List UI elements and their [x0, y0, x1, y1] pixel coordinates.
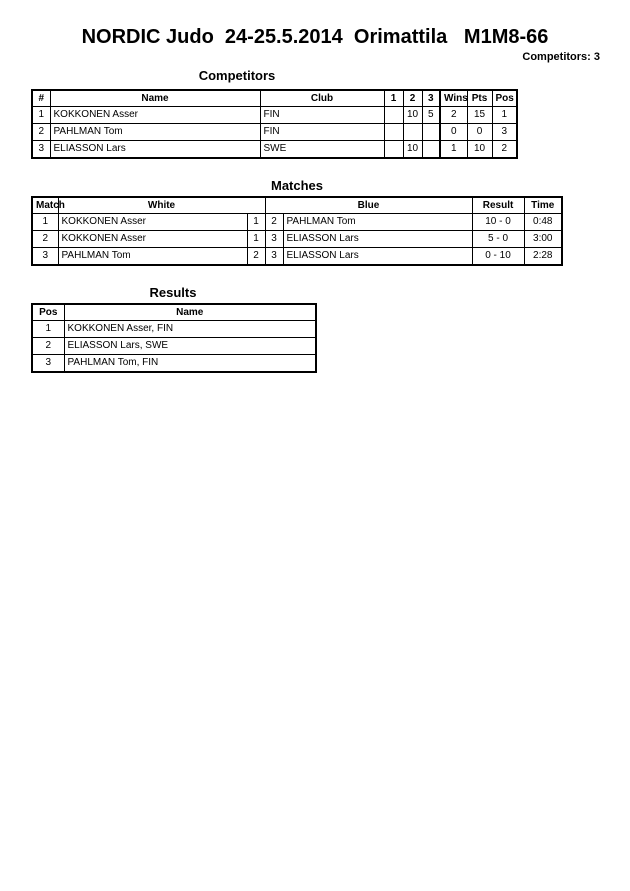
- col-header-result: Result: [472, 197, 524, 214]
- competitor-pts: 15: [467, 107, 492, 124]
- table-row: [32, 141, 517, 159]
- competitor-name: ELIASSON Lars: [50, 141, 260, 159]
- competitor-pos: 1: [492, 107, 517, 124]
- col-header-time: Time: [524, 197, 562, 214]
- col-header-club: Club: [260, 90, 384, 107]
- col-header-pos: Pos: [492, 90, 517, 107]
- blue-competitor: ELIASSON Lars: [283, 231, 472, 248]
- competitors-count: Competitors: 3: [522, 51, 600, 63]
- table-row: [32, 248, 562, 266]
- result-pos: 1: [32, 321, 64, 338]
- col-header-round-1: 1: [384, 90, 403, 107]
- result-pos: 2: [32, 338, 64, 355]
- competitor-pts: 0: [467, 124, 492, 141]
- match-time: 0:48: [524, 214, 562, 231]
- result-pos: 3: [32, 355, 64, 373]
- competitor-name: KOKKONEN Asser: [50, 107, 260, 124]
- page-title: NORDIC Judo 24-25.5.2014 Orimattila M1M8-66: [81, 26, 549, 48]
- round-3-score: 5: [422, 107, 440, 124]
- round-1-score: [384, 141, 403, 159]
- blue-number: 3: [265, 231, 283, 248]
- competitor-club: SWE: [260, 141, 384, 159]
- col-header-pos: Pos: [32, 304, 64, 321]
- match-time: 2:28: [524, 248, 562, 266]
- competitors-table: [31, 89, 518, 159]
- results-table: [31, 303, 317, 373]
- table-row: [32, 338, 316, 355]
- col-header-round-3: 3: [422, 90, 440, 107]
- blue-number: 3: [265, 248, 283, 266]
- col-header-pts: Pts: [467, 90, 492, 107]
- round-2-score: 10: [403, 141, 422, 159]
- table-row: [32, 214, 562, 231]
- match-number: 2: [32, 231, 58, 248]
- round-3-score: [422, 124, 440, 141]
- competitors-section-title: Competitors: [198, 68, 276, 83]
- competitor-pos: 3: [492, 124, 517, 141]
- col-header-name: Name: [50, 90, 260, 107]
- round-2-score: 10: [403, 107, 422, 124]
- round-2-score: [403, 124, 422, 141]
- matches-table: [31, 196, 563, 266]
- competitor-wins: 1: [440, 141, 467, 159]
- competitor-num: 2: [32, 124, 50, 141]
- result-name: KOKKONEN Asser, FIN: [64, 321, 316, 338]
- white-competitor: KOKKONEN Asser: [58, 214, 247, 231]
- table-row: [32, 107, 517, 124]
- col-header-round-2: 2: [403, 90, 422, 107]
- match-number: 3: [32, 248, 58, 266]
- match-time: 3:00: [524, 231, 562, 248]
- blue-number: 2: [265, 214, 283, 231]
- col-header-name: Name: [64, 304, 316, 321]
- competitor-num: 1: [32, 107, 50, 124]
- white-competitor: PAHLMAN Tom: [58, 248, 247, 266]
- col-header-wins: Wins: [440, 90, 467, 107]
- white-number: 2: [247, 248, 265, 266]
- blue-competitor: PAHLMAN Tom: [283, 214, 472, 231]
- competitor-pos: 2: [492, 141, 517, 159]
- competitor-club: FIN: [260, 124, 384, 141]
- matches-section-title: Matches: [270, 178, 324, 193]
- match-result: 0 - 10: [472, 248, 524, 266]
- competitor-club: FIN: [260, 107, 384, 124]
- competitor-pts: 10: [467, 141, 492, 159]
- table-row: [32, 124, 517, 141]
- round-3-score: [422, 141, 440, 159]
- table-row: [32, 355, 316, 373]
- white-competitor: KOKKONEN Asser: [58, 231, 247, 248]
- competitor-num: 3: [32, 141, 50, 159]
- competitor-wins: 2: [440, 107, 467, 124]
- col-header-match: Match: [32, 197, 58, 214]
- table-row: [32, 321, 316, 338]
- white-number: 1: [247, 231, 265, 248]
- round-1-score: [384, 124, 403, 141]
- white-number: 1: [247, 214, 265, 231]
- result-name: PAHLMAN Tom, FIN: [64, 355, 316, 373]
- match-result: 10 - 0: [472, 214, 524, 231]
- table-row: [32, 231, 562, 248]
- match-result: 5 - 0: [472, 231, 524, 248]
- results-section-title: Results: [149, 285, 197, 300]
- match-number: 1: [32, 214, 58, 231]
- round-1-score: [384, 107, 403, 124]
- competitor-wins: 0: [440, 124, 467, 141]
- result-name: ELIASSON Lars, SWE: [64, 338, 316, 355]
- competitor-name: PAHLMAN Tom: [50, 124, 260, 141]
- col-header-white: White: [58, 197, 265, 214]
- col-header-num: #: [32, 90, 50, 107]
- blue-competitor: ELIASSON Lars: [283, 248, 472, 266]
- col-header-blue: Blue: [265, 197, 472, 214]
